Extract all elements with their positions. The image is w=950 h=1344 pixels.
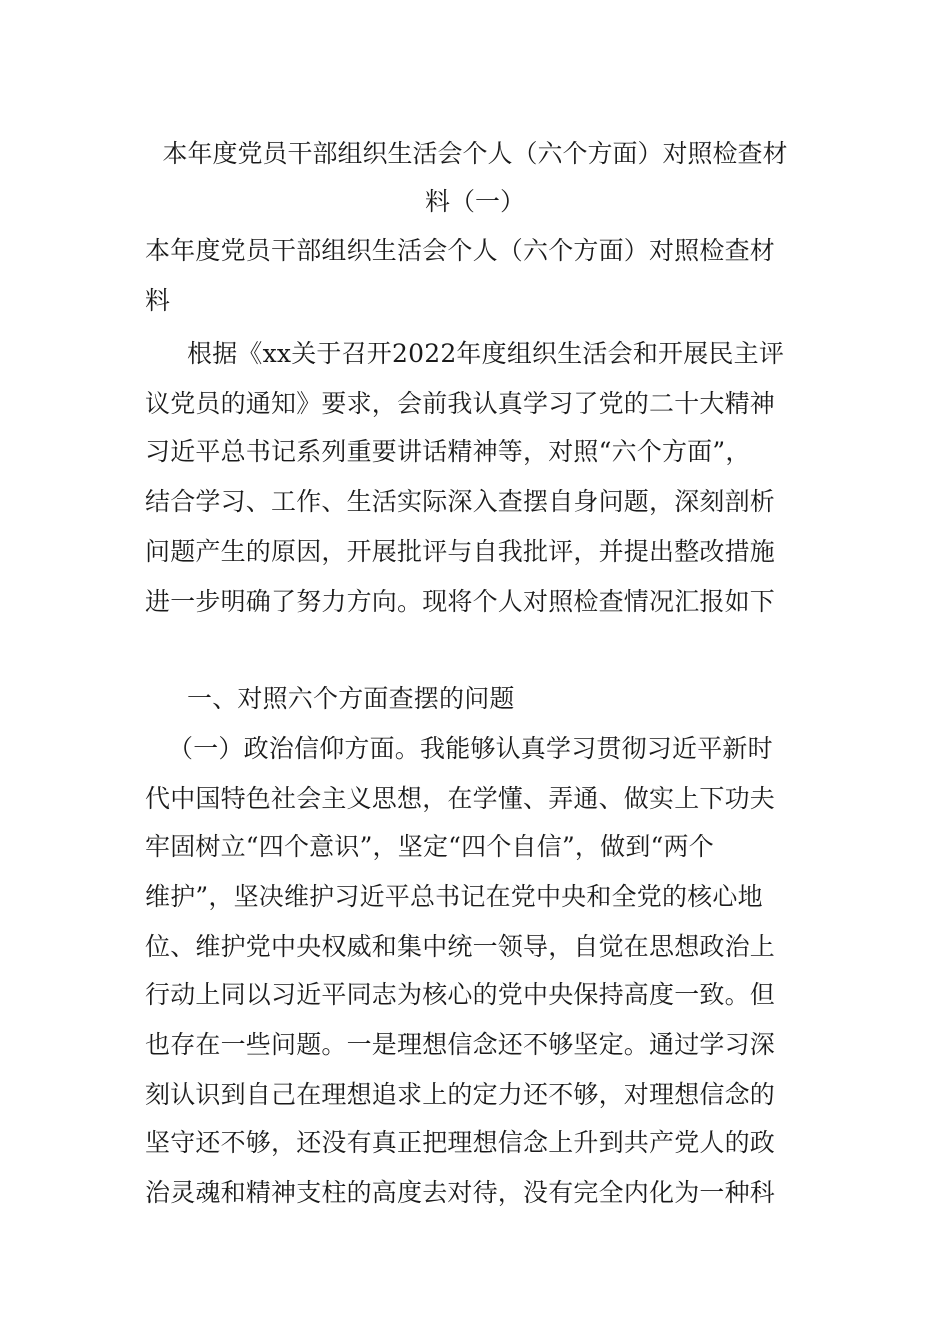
- intro-line: 议党员的通知》要求，会前我认真学习了党的二十大精神: [145, 389, 776, 418]
- body-line: 行动上同以习近平同志为核心的党中央保持高度一致。但: [145, 980, 776, 1009]
- intro-line: 根据《xx关于召开2022年度组织生活会和开展民主评: [187, 339, 785, 368]
- body-line: 维护”，坚决维护习近平总书记在党中央和全党的核心地: [145, 882, 763, 911]
- intro-line: 问题产生的原因，开展批评与自我批评，并提出整改措施: [145, 537, 776, 566]
- intro-line: 结合学习、工作、生活实际深入查摆自身问题，深刻剖析: [145, 487, 776, 516]
- subtitle-line-1: 本年度党员干部组织生活会个人（六个方面）对照检查材: [145, 236, 776, 265]
- subtitle-line-2: 料: [145, 286, 171, 315]
- intro-line: 进一步明确了努力方向。现将个人对照检查情况汇报如下: [145, 587, 776, 616]
- document-title-line-1: 本年度党员干部组织生活会个人（六个方面）对照检查材: [162, 139, 788, 168]
- body-line: 代中国特色社会主义思想，在学懂、弄通、做实上下功夫: [145, 784, 776, 813]
- section-heading: 一、对照六个方面查摆的问题: [187, 684, 515, 713]
- body-line: 牢固树立“四个意识”，坚定“四个自信”，做到“两个: [145, 832, 714, 861]
- body-line: （一）政治信仰方面。我能够认真学习贯彻习近平新时: [168, 734, 773, 763]
- body-line: 刻认识到自己在理想追求上的定力还不够，对理想信念的: [145, 1080, 776, 1109]
- body-line: 治灵魂和精神支柱的高度去对待，没有完全内化为一种科: [145, 1178, 776, 1207]
- body-line: 位、维护党中央权威和集中统一领导，自觉在思想政治上: [145, 932, 776, 961]
- intro-line: 习近平总书记系列重要讲话精神等，对照“六个方面”，: [145, 437, 751, 466]
- document-title-line-2: 料（一）: [424, 187, 525, 216]
- body-line: 也存在一些问题。一是理想信念还不够坚定。通过学习深: [145, 1030, 776, 1059]
- body-line: 坚守还不够，还没有真正把理想信念上升到共产党人的政: [145, 1128, 776, 1157]
